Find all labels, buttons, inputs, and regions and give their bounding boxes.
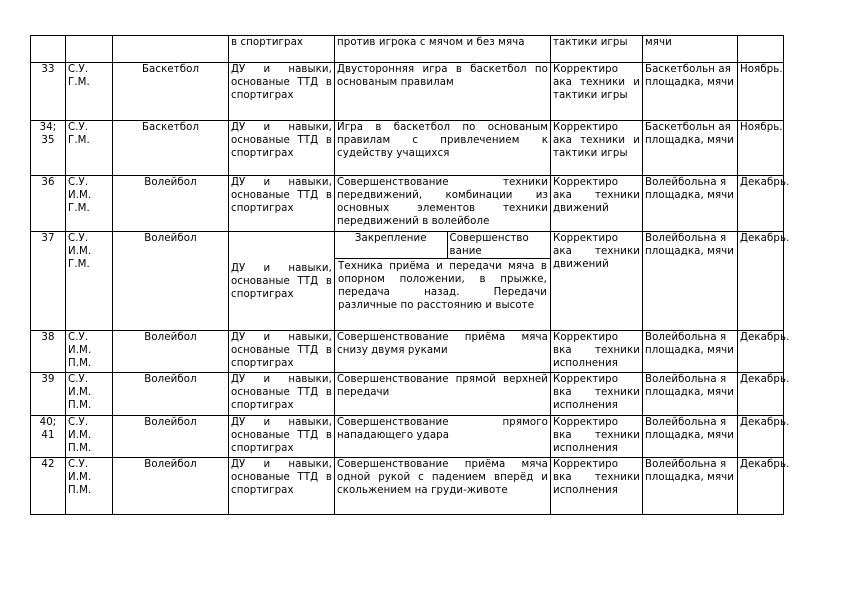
lesson-number: 33 — [31, 63, 66, 121]
correction-text: Корректиро ака техники движений — [551, 232, 643, 331]
month-text: Декабрь. — [738, 176, 784, 232]
correction-text: Корректиро вка техники исполнения — [551, 331, 643, 373]
table-row — [31, 416, 784, 458]
lesson-content: ДУ и навыки, основаные ТТД в спортиграх — [229, 331, 335, 373]
lesson-task: Совершенствование прямого нападающего удара — [335, 416, 551, 458]
section-name: Баскетбол — [113, 63, 229, 121]
lesson-task: Совершенствование прямой верхней передачи — [335, 373, 551, 416]
section-name: Волейбол — [113, 373, 229, 416]
lesson-task: Техника приёма и передачи мяча в опорном положении, в прыжке, передача назад. Передачи различные по расстоянию и высоте — [338, 261, 547, 311]
level-code: П.М. — [68, 400, 92, 411]
lesson-task-cell — [335, 232, 551, 331]
month-text: Ноябрь. — [738, 63, 784, 121]
level-code: С.У. — [68, 177, 89, 188]
lesson-content: ДУ и навыки, основаные ТТД в спортиграх — [229, 176, 335, 232]
level-code: И.М. — [68, 472, 92, 483]
level-code: Г.М. — [68, 77, 90, 88]
level-codes — [66, 416, 113, 458]
level-code: С.У. — [68, 122, 89, 133]
level-codes — [66, 331, 113, 373]
level-codes — [66, 63, 113, 121]
level-code: П.М. — [68, 443, 92, 454]
section-name: Волейбол — [113, 176, 229, 232]
level-code: И.М. — [68, 246, 92, 257]
lesson-number — [31, 36, 66, 63]
equipment-text: Баскетбольн ая площадка, мячи — [643, 63, 738, 121]
level-code: С.У. — [68, 459, 89, 470]
lesson-task: Совершенствование приёма мяча снизу двумя руками — [335, 331, 551, 373]
section-name: Волейбол — [113, 458, 229, 515]
month-text: Декабрь. — [738, 416, 784, 458]
month-text: Декабрь. — [738, 331, 784, 373]
level-code: И.М. — [68, 345, 92, 356]
lesson-task: Совершенствование техники передвижений, комбинации из основных элементов техники передвижений в волейболе — [335, 176, 551, 232]
correction-text: тактики игры — [551, 36, 643, 63]
level-codes — [66, 176, 113, 232]
lesson-content: ДУ и навыки, основаные ТТД в спортиграх — [229, 458, 335, 515]
equipment-text: Волейбольна я площадка, мячи — [643, 176, 738, 232]
equipment-text: Волейбольна я площадка, мячи — [643, 331, 738, 373]
table-row — [31, 458, 784, 515]
lesson-number: 37 — [31, 232, 66, 331]
lesson-content: в спортиграх — [229, 36, 335, 63]
table-row — [31, 331, 784, 373]
correction-text: Корректиро вка техники исполнения — [551, 458, 643, 515]
correction-text: Корректиро ака техники и тактики игры — [551, 63, 643, 121]
month-text — [738, 36, 784, 63]
lesson-plan-table — [30, 35, 790, 515]
level-code: И.М. — [68, 190, 92, 201]
table-row — [31, 63, 784, 121]
table-row — [31, 373, 784, 416]
equipment-text: мячи — [643, 36, 738, 63]
section-name: Волейбол — [113, 232, 229, 331]
equipment-text: Волейбольна я площадка, мячи — [643, 458, 738, 515]
level-code: С.У. — [68, 332, 89, 343]
section-name: Волейбол — [113, 331, 229, 373]
lesson-number: 36 — [31, 176, 66, 232]
equipment-text: Волейбольна я площадка, мячи — [643, 373, 738, 416]
level-code: С.У. — [68, 64, 89, 75]
equipment-text: Волейбольна я площадка, мячи — [643, 232, 738, 331]
table-row — [31, 176, 784, 232]
lesson-content: ДУ и навыки, основаные ТТД в спортиграх — [229, 373, 335, 416]
lesson-task: Игра в баскетбол по основаным правилам с привлечением к судейству учащихся — [335, 121, 551, 176]
level-code: И.М. — [68, 430, 92, 441]
lesson-number: 39 — [31, 373, 66, 416]
lesson-number: 38 — [31, 331, 66, 373]
level-code: П.М. — [68, 485, 92, 496]
level-codes — [66, 373, 113, 416]
equipment-text: Баскетбольн ая площадка, мячи — [643, 121, 738, 176]
improvement-label: Совершенство вание — [447, 232, 550, 259]
month-text: Ноябрь. — [738, 121, 784, 176]
table-row — [31, 36, 784, 63]
level-code: Г.М. — [68, 203, 90, 214]
level-codes — [66, 232, 113, 331]
section-name: Баскетбол — [113, 121, 229, 176]
table-row — [31, 121, 784, 176]
correction-text: Корректиро вка техники исполнения — [551, 416, 643, 458]
lesson-task: против игрока с мячом и без мяча — [335, 36, 551, 63]
lesson-content: ДУ и навыки, основаные ТТД в спортиграх — [229, 121, 335, 176]
lesson-number: 34; 35 — [31, 121, 66, 176]
level-code: П.М. — [68, 358, 92, 369]
equipment-text: Волейбольна я площадка, мячи — [643, 416, 738, 458]
correction-text: Корректиро вка техники исполнения — [551, 373, 643, 416]
lesson-number: 40; 41 — [31, 416, 66, 458]
table-row — [31, 232, 784, 331]
month-text: Декабрь. — [738, 232, 784, 331]
lesson-task: Двусторонняя игра в баскетбол по основаным правилам — [335, 63, 551, 121]
level-code: С.У. — [68, 233, 89, 244]
level-codes — [66, 458, 113, 515]
level-code: С.У. — [68, 417, 89, 428]
month-text: Декабрь. — [738, 458, 784, 515]
level-code: Г.М. — [68, 135, 90, 146]
level-code: С.У. — [68, 374, 89, 385]
consolidation-label: Закрепление — [335, 232, 447, 259]
section-name — [113, 36, 229, 63]
level-codes — [66, 121, 113, 176]
section-name: Волейбол — [113, 416, 229, 458]
correction-text: Корректиро ака техники движений — [551, 176, 643, 232]
level-codes — [66, 36, 113, 63]
lesson-content: ДУ и навыки, основаные ТТД в спортиграх — [229, 232, 335, 331]
lesson-number: 42 — [31, 458, 66, 515]
task-subheader — [335, 232, 550, 259]
level-code: И.М. — [68, 387, 92, 398]
lesson-task: Совершенствование приёма мяча одной рукой с падением вперёд и скольжением на груди-животе — [335, 458, 551, 515]
lesson-content: ДУ и навыки, основаные ТТД в спортиграх — [229, 63, 335, 121]
lesson-content: ДУ и навыки, основаные ТТД в спортиграх — [229, 416, 335, 458]
level-code: Г.М. — [68, 259, 90, 270]
correction-text: Корректиро ака техники и тактики игры — [551, 121, 643, 176]
month-text: Декабрь. — [738, 373, 784, 416]
